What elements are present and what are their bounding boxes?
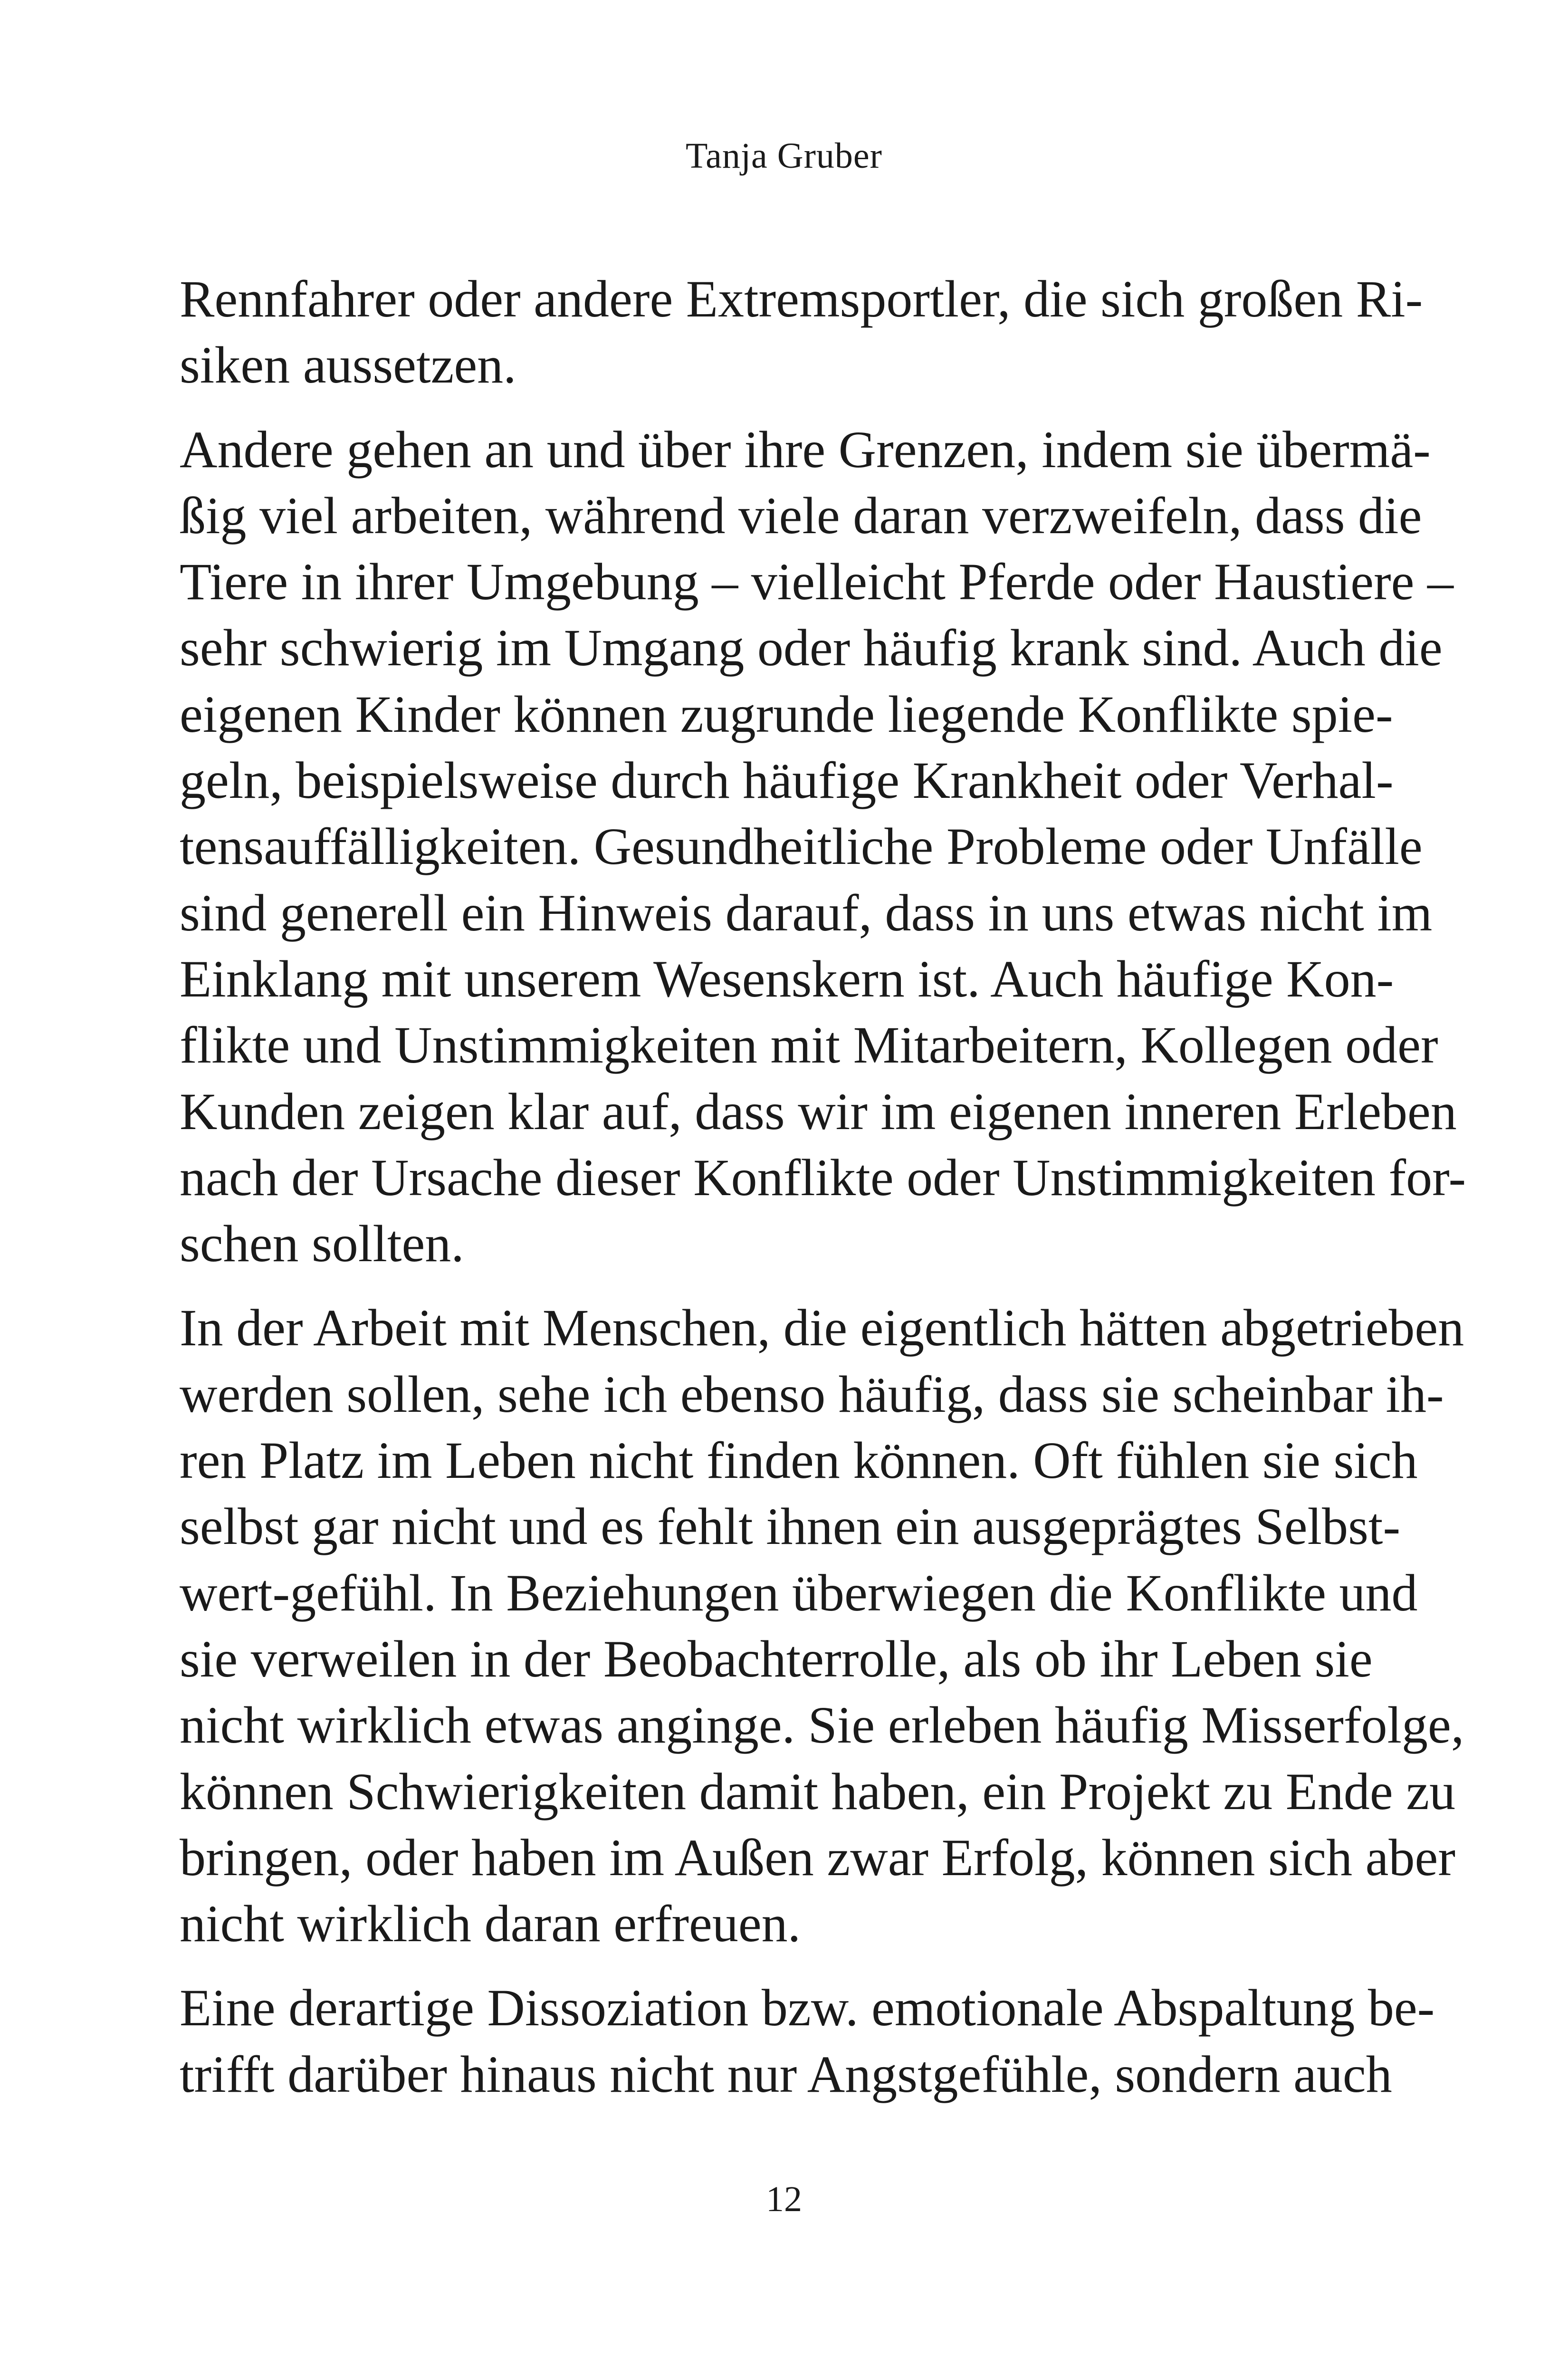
paragraph <box>180 1975 1435 2108</box>
text-line: geln, beispielsweise durch häufige Krankheit oder Verhal- <box>180 751 1394 810</box>
text-line: ßig viel arbeiten, während viele daran verzweifeln, dass die <box>180 486 1422 545</box>
text-line: Kunden zeigen klar auf, dass wir im eigenen inneren Erleben <box>180 1082 1457 1140</box>
text-line: In der Arbeit mit Menschen, die eigentlich hätten abgetrieben <box>180 1299 1464 1357</box>
text-line: Eine derartige Dissoziation bzw. emotionale Abspaltung be- <box>180 1979 1435 2037</box>
text-line: eigenen Kinder können zugrunde liegende Konflikte spie- <box>180 685 1393 743</box>
running-header-author: Tanja Gruber <box>686 136 882 176</box>
text-line: können Schwierigkeiten damit haben, ein Projekt zu Ende zu <box>180 1762 1456 1820</box>
text-line: nicht wirklich daran erfreuen. <box>180 1895 801 1953</box>
text-line: tensauffälligkeiten. Gesundheitliche Probleme oder Unfälle <box>180 817 1423 876</box>
text-line: sie verweilen in der Beobachterrolle, als ob ihr Leben sie <box>180 1629 1373 1688</box>
paragraph <box>180 417 1466 1277</box>
text-line: Andere gehen an und über ihre Grenzen, indem sie übermä- <box>180 420 1431 479</box>
body-text <box>180 266 1466 2108</box>
paragraph <box>180 266 1423 399</box>
text-line: sehr schwierig im Umgang oder häufig krank sind. Auch die <box>180 619 1443 677</box>
text-line: trifft darüber hinaus nicht nur Angstgefühle, sondern auch <box>180 2045 1392 2103</box>
text-line: flikte und Unstimmigkeiten mit Mitarbeitern, Kollegen oder <box>180 1016 1438 1074</box>
text-line: bringen, oder haben im Außen zwar Erfolg, können sich aber <box>180 1828 1455 1887</box>
text-line: nicht wirklich etwas anginge. Sie erleben häufig Misserfolge, <box>180 1696 1464 1754</box>
paragraph <box>180 1295 1464 1957</box>
text-line: sind generell ein Hinweis darauf, dass in uns etwas nicht im <box>180 883 1433 942</box>
text-line: Einklang mit unserem Wesenskern ist. Auch häufige Kon- <box>180 949 1394 1008</box>
text-line: ren Platz im Leben nicht finden können. Oft fühlen sie sich <box>180 1431 1418 1490</box>
text-line: wert-gefühl. In Beziehungen überwiegen die Konflikte und <box>180 1563 1418 1622</box>
text-line: Tiere in ihrer Umgebung – vielleicht Pferde oder Haustiere – <box>180 553 1453 611</box>
text-line: werden sollen, sehe ich ebenso häufig, dass sie scheinbar ih- <box>180 1365 1444 1423</box>
text-line: Rennfahrer oder andere Extremsportler, die sich großen Ri- <box>180 270 1423 328</box>
page-number: 12 <box>766 2179 802 2219</box>
text-line: schen sollten. <box>180 1215 464 1273</box>
text-line: nach der Ursache dieser Konflikte oder Unstimmigkeiten for- <box>180 1148 1466 1207</box>
text-line: siken aussetzen. <box>180 336 516 394</box>
text-line: selbst gar nicht und es fehlt ihnen ein ausgeprägtes Selbst- <box>180 1497 1401 1556</box>
